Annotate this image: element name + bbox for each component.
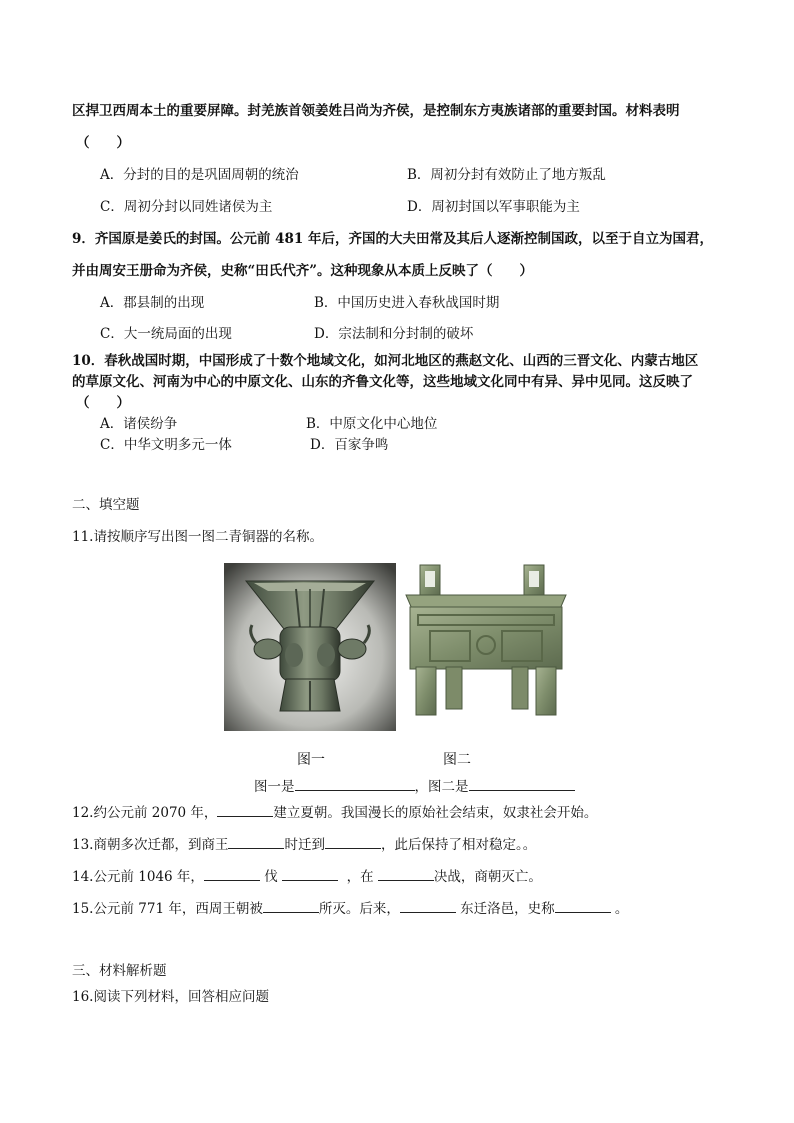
- figure-two-caption: 图二: [443, 752, 471, 768]
- q15-blank-two[interactable]: [400, 898, 456, 913]
- q11-answer-label-two: ，图二是: [414, 779, 469, 795]
- q11-blank-one[interactable]: [295, 776, 415, 791]
- q8-option-d: D．周初封国以军事职能为主: [407, 199, 580, 215]
- q10-option-c: C．中华文明多元一体: [100, 437, 232, 453]
- q14-blank-one[interactable]: [204, 866, 260, 881]
- q8-stem: 区捍卫西周本土的重要屏障。封羌族首领姜姓吕尚为齐侯，是控制东方夷族诸部的重要封国。材料表明: [72, 103, 680, 119]
- section-material-analysis-title: 三、材料解析题: [72, 963, 167, 979]
- q11-stem: 11.请按顺序写出图一图二青铜器的名称。: [72, 529, 323, 545]
- q10-stem-line2: 的草原文化、河南为中心的中原文化、山东的齐鲁文化等，这些地域文化同中有异、异中见同。这反映了: [72, 374, 693, 390]
- q13-blank-two[interactable]: [325, 834, 381, 849]
- q14-text-a: 14.公元前 1046 年，: [72, 869, 204, 885]
- q11-answer-label-one: 图一是: [254, 779, 295, 795]
- q12-blank[interactable]: [217, 802, 273, 817]
- q10-option-b: B．中原文化中心地位: [306, 416, 438, 432]
- q9-option-d: D．宗法制和分封制的破坏: [314, 326, 474, 342]
- q14-blank-two[interactable]: [282, 866, 338, 881]
- q13-text-a: 13.商朝多次迁都，到商王: [72, 837, 229, 853]
- q14-text-b: 伐: [264, 869, 278, 885]
- q10-option-a: A．诸侯纷争: [100, 416, 178, 432]
- q9-option-b: B．中国历史进入春秋战国时期: [314, 295, 500, 311]
- q13-text-c: ，此后保持了相对稳定。。: [380, 837, 537, 853]
- q11-blank-two[interactable]: [469, 776, 575, 791]
- q8-option-c: C．周初分封以同姓诸侯为主: [100, 199, 273, 215]
- q12-line: [72, 802, 597, 822]
- q14-line: [72, 866, 542, 886]
- figure-one-bronze-zun: [224, 563, 396, 731]
- q11-answer-line: [254, 776, 575, 796]
- q15-text-c: 东迁洛邑，史称: [460, 901, 555, 917]
- q15-text-b: 所灭。后来，: [318, 901, 400, 917]
- q15-text-a: 15.公元前 771 年，西周王朝被: [72, 901, 263, 917]
- q14-text-c: ，在: [346, 869, 374, 885]
- q9-option-c: C．大一统局面的出现: [100, 326, 232, 342]
- q15-blank-three[interactable]: [555, 898, 611, 913]
- q14-text-d: 决战，商朝灭亡。: [433, 869, 542, 885]
- q8-option-b: B．周初分封有效防止了地方叛乱: [407, 167, 606, 183]
- q15-text-d: 。: [614, 901, 629, 917]
- section-fill-in-title: 二、填空题: [72, 497, 140, 513]
- q13-line: [72, 834, 536, 854]
- q13-blank-one[interactable]: [228, 834, 284, 849]
- q15-line: [72, 898, 628, 918]
- q10-paren: （ ）: [76, 395, 130, 411]
- q16-stem: 16.阅读下列材料，回答相应问题: [72, 989, 269, 1005]
- q9-option-a: A．郡县制的出现: [100, 295, 205, 311]
- q10-stem-line1: 10．春秋战国时期，中国形成了十数个地域文化，如河北地区的燕赵文化、山西的三晋文化、内蒙古地区: [72, 353, 699, 369]
- q15-blank-one[interactable]: [263, 898, 319, 913]
- q9-stem-line1: 9．齐国原是姜氏的封国。公元前 481 年后，齐国的大夫田常及其后人逐渐控制国政，以至于自立为国君，: [72, 231, 713, 247]
- q8-option-a: A．分封的目的是巩固周朝的统治: [100, 167, 299, 183]
- q13-text-b: 时迁到: [284, 837, 325, 853]
- figure-two-bronze-ding: [400, 563, 572, 731]
- figure-one-caption: 图一: [297, 752, 325, 768]
- q9-stem-line2: 并由周安王册命为齐侯，史称“田氏代齐”。这种现象从本质上反映了（ ）: [72, 263, 534, 279]
- q14-blank-three[interactable]: [378, 866, 434, 881]
- q8-paren: （ ）: [76, 135, 130, 151]
- q12-text-a: 12.约公元前 2070 年，: [72, 805, 218, 821]
- q12-text-b: 建立夏朝。我国漫长的原始社会结束，奴隶社会开始。: [273, 805, 598, 821]
- q10-option-d: D．百家争鸣: [310, 437, 389, 453]
